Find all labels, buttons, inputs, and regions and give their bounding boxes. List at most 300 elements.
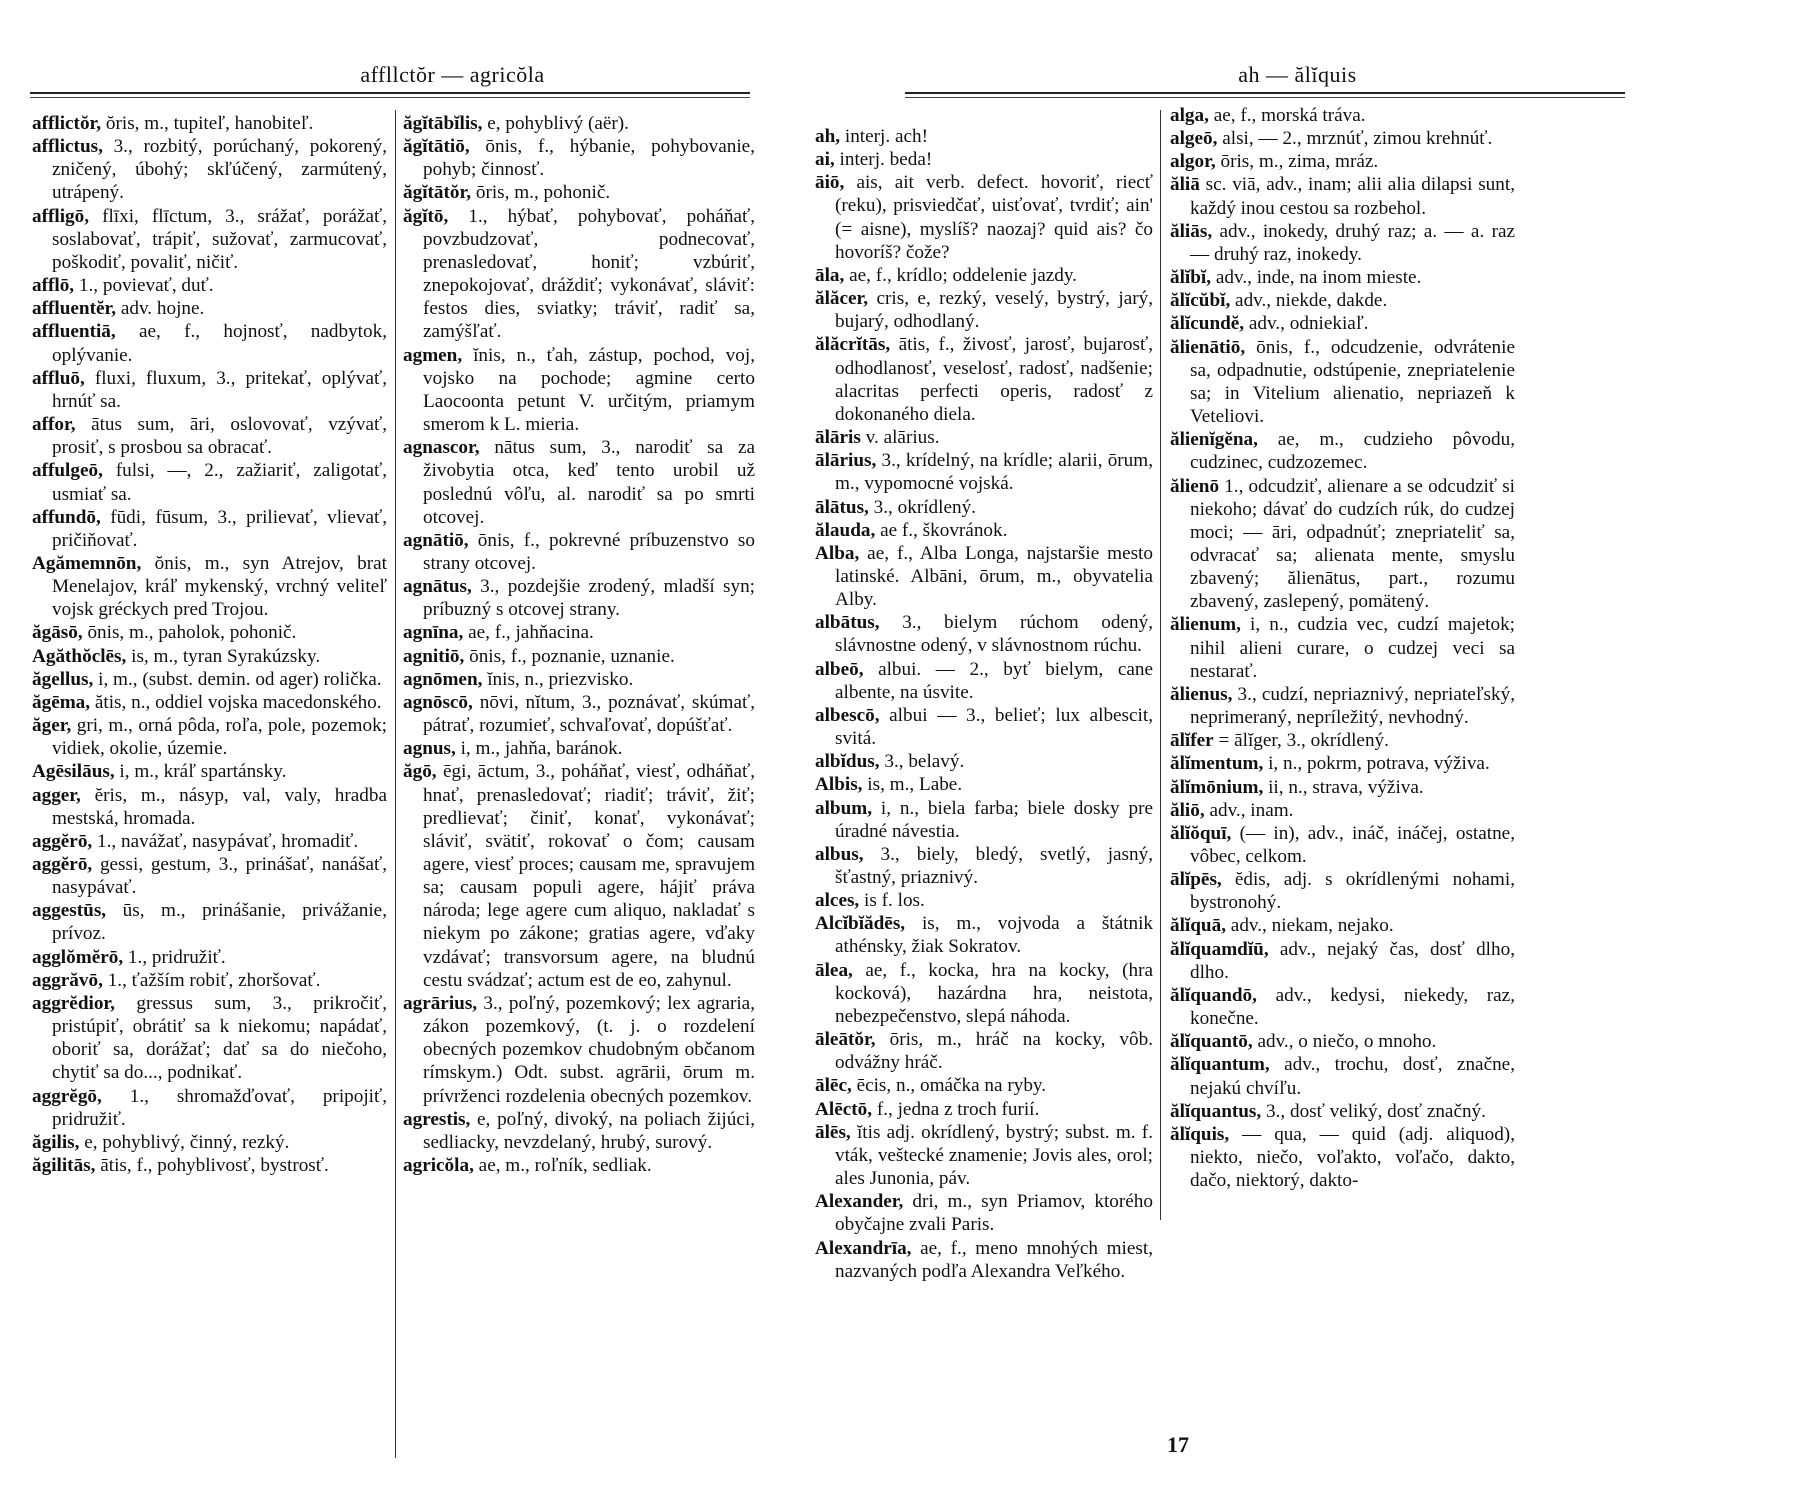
entry-headword: āiō,	[815, 172, 845, 194]
dictionary-entry	[32, 645, 387, 668]
entry-definition: ōnis, m., paholok, pohonič.	[82, 622, 297, 644]
entry-definition: interj. beda!	[834, 149, 933, 171]
entry-definition: ae, m., roľník, sedliak.	[473, 1155, 652, 1177]
entry-headword: affligō,	[32, 205, 90, 227]
dictionary-entry	[815, 287, 1153, 333]
left-page-column-1	[32, 112, 387, 1177]
dictionary-entry	[32, 320, 387, 366]
dictionary-entry	[815, 959, 1153, 1028]
entry-headword: Alba,	[815, 542, 860, 564]
entry-headword: agrārius,	[403, 992, 478, 1014]
dictionary-entry	[32, 459, 387, 505]
dictionary-entry	[32, 112, 387, 135]
dictionary-entry	[403, 436, 755, 529]
entry-definition: adv., inde, na inom mieste.	[1211, 267, 1422, 289]
entry-definition: 3., belavý.	[879, 751, 965, 773]
entry-definition: is f. los.	[859, 890, 925, 912]
dictionary-entry	[403, 992, 755, 1108]
entry-definition: ĭtis adj. okrídlený, bystrý; subst. m. f. vták, veštecké znamenie; Jovis ales, orol; ales Junonia, páv.	[835, 1121, 1153, 1190]
dictionary-entry	[32, 135, 387, 204]
entry-definition: ōris, m., pohonič.	[471, 182, 611, 204]
entry-definition: fūdi, fūsum, 3., prilievať, vlievať, pričiňovať.	[52, 506, 387, 551]
dictionary-entry	[815, 1074, 1153, 1097]
entry-definition: flīxi, flīctum, 3., srážať, porážať, soslabovať, trápiť, sužovať, zarmucovať, poškodiť, povaliť, ničiť.	[52, 205, 387, 273]
dictionary-entry	[32, 367, 387, 413]
left-page-column-2	[403, 112, 755, 1177]
entry-headword: affor,	[32, 414, 76, 436]
dictionary-entry	[32, 506, 387, 552]
dictionary-entry	[403, 737, 755, 760]
entry-headword: afflictŏr,	[32, 113, 102, 134]
entry-definition: alsi, — 2., mrznúť, zimou krehnúť.	[1217, 128, 1493, 150]
entry-headword: ālāris	[815, 427, 861, 449]
entry-definition: ae, f., kocka, hra na kocky, (hra kocková), hazárdna hra, neistota, nebezpečenstvo, slepá náhoda.	[835, 959, 1153, 1027]
entry-definition: ātus sum, āri, oslovovať, vzývať, prosiť, s prosbou sa obracať.	[52, 414, 387, 459]
entry-definition: 1., odcudziť, alienare a se odcudziť si niekoho; dávať do cudzích rúk, do cudzej moci; — āri, odpadnúť; znepriateliť sa, odvracať sa; alienata mente, smyslu zbavený; ălienātus, part., rozumu zbavený, zaslepený, pomätený.	[1190, 475, 1515, 613]
entry-headword: ālātus,	[815, 496, 869, 518]
entry-headword: agger,	[32, 784, 81, 806]
entry-headword: afflō,	[32, 275, 75, 297]
entry-headword: ăgilitās,	[32, 1155, 96, 1177]
entry-definition: v. alārius.	[860, 427, 940, 449]
entry-headword: Alcĭbĭădēs,	[815, 913, 906, 935]
entry-definition: is, m., tyran Syrakúzsky.	[126, 645, 321, 667]
dictionary-entry	[1170, 266, 1515, 289]
entry-headword: ăgĭtō,	[403, 205, 449, 227]
entry-definition: gessi, gestum, 3., prinášať, nanášať, nasypávať.	[52, 854, 387, 899]
entry-headword: ălĭquandō,	[1170, 984, 1257, 1006]
dictionary-entry	[32, 621, 387, 644]
dictionary-entry	[32, 205, 387, 274]
entry-definition: adv., niekde, dakde.	[1230, 290, 1388, 312]
entry-headword: affluentĕr,	[32, 298, 117, 320]
entry-definition: dri, m., syn Priamov, ktorého obyčajne zvali Paris.	[835, 1191, 1153, 1236]
dictionary-entry	[815, 426, 1153, 449]
dictionary-entry	[32, 784, 387, 830]
entry-definition: 1., pridružiť.	[123, 946, 226, 968]
dictionary-entry	[815, 704, 1153, 750]
entry-headword: Agēsilāus,	[32, 761, 115, 783]
entry-definition: nātus sum, 3., narodiť sa za živobytia otca, keď tento urobil už poslednú vôľu, al. narodiť sa po smrti otcovej.	[423, 437, 755, 528]
entry-definition: i, n., pokrm, potrava, výživa.	[1263, 753, 1490, 775]
entry-definition: i, n., cudzia vec, cudzí majetok; nihil alieni curare, o cudzej veci sa nestarať.	[1190, 614, 1515, 682]
dictionary-entry	[403, 621, 755, 644]
dictionary-entry	[32, 1085, 387, 1131]
entry-headword: aggrăvō,	[32, 969, 103, 991]
entry-headword: aggĕrō,	[32, 830, 93, 852]
dictionary-entry	[403, 691, 755, 737]
entry-headword: ăgĭtābĭlis,	[403, 113, 483, 134]
entry-definition: 1., hýbať, pohybovať, poháňať, povzbudzovať, podnecovať, prenasledovať, honiť; vzbúriť, znepokojovať, dráždiť; vykonávať, sláviť: festos dies, sviatky; tráviť, radiť sa, zamýšľať.	[423, 205, 755, 343]
entry-headword: alga,	[1170, 105, 1209, 126]
entry-headword: ălăcrĭtās,	[815, 334, 891, 356]
dictionary-entry	[32, 830, 387, 853]
entry-headword: ălĭquantum,	[1170, 1054, 1270, 1076]
entry-headword: agnīna,	[403, 622, 464, 644]
entry-headword: agnōscō,	[403, 691, 473, 713]
entry-headword: ăliā	[1170, 174, 1200, 196]
dictionary-entry	[1170, 752, 1515, 775]
dictionary-entry	[815, 912, 1153, 958]
entry-headword: ălauda,	[815, 519, 876, 541]
entry-headword: agnōmen,	[403, 668, 483, 690]
entry-headword: affulgeō,	[32, 460, 103, 482]
entry-definition: 3., cudzí, nepriaznivý, nepriateľský, neprimeraný, nepríležitý, nevhodný.	[1190, 683, 1515, 729]
running-head-left: affllctŏr — agricŏla	[360, 62, 545, 87]
entry-definition: 3., poľný, pozemkový; lex agraria, zákon pozemkový, (t. j. o rozdelení obecných pozemkov chudobným občanom rímskym.) Odt. subst. agrārii, ōrum m. prívrženci rozdelenia obecných pozemkov.	[423, 992, 755, 1107]
dictionary-entry	[815, 449, 1153, 495]
entry-headword: ălĭbĭ,	[1170, 267, 1212, 289]
dictionary-entry	[815, 264, 1153, 287]
header-rule-left	[30, 92, 750, 98]
dictionary-entry	[1170, 868, 1515, 914]
entry-headword: aggĕrō,	[32, 854, 93, 875]
dictionary-entry	[1170, 289, 1515, 312]
dictionary-entry	[815, 843, 1153, 889]
entry-definition: = ālĭger, 3., okrídlený.	[1213, 730, 1389, 752]
dictionary-entry	[1170, 336, 1515, 429]
entry-headword: ālārius,	[815, 450, 877, 472]
dictionary-entry	[403, 529, 755, 575]
entry-definition: ēcis, n., omáčka na ryby.	[851, 1075, 1047, 1097]
entry-definition: — qua, — quid (adj. aliquod), niekto, niečo, voľakto, voľačo, dakto, dačo, niektorý, dakto-	[1190, 1123, 1515, 1192]
entry-definition: e, pohyblivý (aër).	[482, 113, 629, 134]
right-page-column-2	[1170, 104, 1515, 1192]
dictionary-entry	[1170, 1123, 1515, 1192]
entry-definition: ōnis, f., hýbanie, pohybovanie, pohyb; činnosť.	[423, 136, 755, 181]
entry-definition: e, poľný, divoký, na poliach žijúci, sedliacky, nevzdelaný, hrubý, surový.	[423, 1108, 755, 1153]
dictionary-entry	[32, 760, 387, 783]
entry-definition: e, pohyblivý, činný, rezký.	[79, 1131, 290, 1153]
dictionary-entry	[1170, 729, 1515, 752]
dictionary-entry	[1170, 776, 1515, 799]
dictionary-entry	[32, 946, 387, 969]
dictionary-entry	[1170, 799, 1515, 822]
entry-headword: ălienus,	[1170, 683, 1233, 705]
dictionary-entry	[1170, 1053, 1515, 1099]
dictionary-entry	[815, 496, 1153, 519]
dictionary-entry	[1170, 914, 1515, 937]
entry-headword: agnātus,	[403, 576, 472, 598]
entry-headword: Agăthŏclēs,	[32, 645, 127, 667]
dictionary-entry	[1170, 822, 1515, 868]
entry-definition: i, m., (subst. demin. od ager) rolička.	[93, 668, 382, 690]
entry-definition: cris, e, rezký, veselý, bystrý, jarý, bujarý, odhodlaný.	[835, 288, 1153, 333]
entry-headword: ălĭquantus,	[1170, 1100, 1262, 1122]
entry-definition: ĭnis, n., priezvisko.	[482, 668, 634, 690]
entry-headword: ălĭŏquī,	[1170, 822, 1232, 844]
entry-headword: afflictus,	[32, 136, 103, 158]
entry-definition: 1., ťažším robiť, zhoršovať.	[102, 969, 321, 991]
dictionary-entry	[815, 797, 1153, 843]
entry-headword: ālēs,	[815, 1121, 851, 1143]
entry-headword: affundō,	[32, 506, 101, 528]
dictionary-entry	[815, 1237, 1153, 1283]
dictionary-entry	[815, 658, 1153, 704]
entry-headword: ālĭpēs,	[1170, 869, 1222, 891]
entry-definition: ātis, f., pohyblivosť, bystrosť.	[95, 1155, 329, 1177]
entry-definition: adv., o niečo, o mnoho.	[1252, 1031, 1437, 1053]
entry-definition: ae, f., Alba Longa, najstaršie mesto latinské. Albāni, ōrum, m., obyvatelia Alby.	[835, 542, 1153, 611]
entry-definition: ōnis, f., odcudzenie, odvrátenie sa, odpadnutie, odstúpenie, znepriatelenie sa; in Vitelium alienatio, nepriazeň k Veteliovi.	[1190, 336, 1515, 428]
entry-definition: ēgi, āctum, 3., poháňať, viesť, odháňať, hnať, prenasledovať; riadiť; tráviť, žiť; predlievať; činiť, konať, vykonávať; sláviť, svätiť, rokovať o čom; causam agere, viesť proces; causam me, spravujem sa; causam populi agere, hájiť práva národa; lege agere cum aliquo, nakladať s niekym po zákone; gratias agere, vďaky vzdávať; transvorsum agere, na bludnú cestu svádzať; actum est de eo, zahynul.	[423, 761, 755, 991]
dictionary-entry	[403, 668, 755, 691]
entry-definition: ais, ait verb. defect. hovoriť, riecť (reku), prisviedčať, uisťovať, tvrdiť; ain' (= aisne), myslíš? naozaj? quid ais? čo hovoríš? čože?	[835, 172, 1153, 263]
entry-headword: ălĭcŭbĭ,	[1170, 290, 1231, 312]
dictionary-entry	[403, 645, 755, 668]
entry-headword: agglŏmĕrō,	[32, 946, 124, 968]
right-page-column-1	[815, 125, 1153, 1283]
entry-headword: agricŏla,	[403, 1155, 474, 1177]
entry-headword: ăgēma,	[32, 691, 91, 713]
entry-definition: 1., povievať, duť.	[74, 275, 214, 297]
entry-definition: albui. — 2., byť bielym, cane albente, na úsvite.	[835, 658, 1153, 703]
entry-definition: adv., inam.	[1204, 799, 1294, 821]
entry-definition: ae f., škovránok.	[875, 519, 1008, 541]
dictionary-entry	[815, 1121, 1153, 1190]
dictionary-entry	[32, 969, 387, 992]
dictionary-entry	[1170, 428, 1515, 474]
entry-headword: ăgĭtātŏr,	[403, 182, 472, 204]
entry-headword: Albis,	[815, 774, 863, 796]
column-divider-left	[395, 110, 396, 1458]
entry-definition: 3., rozbitý, porúchaný, pokorený, zničený, úbohý; skľúčený, zarmútený, utrápený.	[52, 136, 387, 204]
entry-headword: albātus,	[815, 612, 880, 634]
entry-definition: adv., inokedy, druhý raz; a. — a. raz — druhý raz, inokedy.	[1190, 220, 1515, 265]
dictionary-entry	[32, 691, 387, 714]
entry-definition: ae, f., meno mnohých miest, nazvaných podľa Alexandra Veľkého.	[835, 1237, 1153, 1282]
entry-definition: nōvi, nĭtum, 3., poznávať, skúmať, pátrať, rozumieť, schvaľovať, dopúšťať.	[423, 691, 755, 737]
entry-definition: ătis, n., oddiel vojska macedonského.	[90, 691, 382, 713]
entry-definition: adv. hojne.	[116, 298, 205, 320]
entry-headword: aggrĕgō,	[32, 1085, 102, 1107]
entry-definition: 1., navážať, nasypávať, hromadiť.	[92, 830, 359, 852]
entry-definition: 3., pozdejšie zrodený, mladší syn; príbuzný s otcovej strany.	[423, 576, 755, 621]
entry-headword: albescō,	[815, 704, 880, 726]
running-head-right: ah — ălĭquis	[1238, 62, 1357, 87]
entry-headword: ăgĭtātiō,	[403, 136, 470, 158]
entry-headword: ăgellus,	[32, 668, 94, 690]
entry-definition: interj. ach!	[840, 126, 928, 147]
entry-headword: ăliās,	[1170, 220, 1213, 242]
entry-headword: ălĭmōnium,	[1170, 776, 1264, 798]
entry-headword: algeō,	[1170, 128, 1218, 150]
entry-headword: ālēc,	[815, 1075, 852, 1097]
page-number: 17	[1167, 1432, 1189, 1457]
dictionary-entry	[1170, 127, 1515, 150]
dictionary-entry	[815, 611, 1153, 657]
entry-definition: adv., trochu, dosť, značne, nejakú chvíľu.	[1190, 1054, 1515, 1099]
entry-headword: ālĭfer	[1170, 730, 1214, 752]
entry-definition: ĭnis, n., ťah, zástup, pochod, voj, vojsko na pochode; agmine certo Laocoonta petunt V. určitým, priamym smerom k L. mieria.	[423, 344, 755, 436]
dictionary-entry	[815, 148, 1153, 171]
entry-headword: alces,	[815, 890, 860, 912]
entry-definition: ātis, f., živosť, jarosť, bujarosť, odhodlanosť, veselosť, radosť, nadšenie; alacritas perfecti operis, radosť z dokonaného diela.	[835, 334, 1153, 425]
entry-headword: ăgō,	[403, 761, 437, 783]
dictionary-entry	[815, 1190, 1153, 1236]
entry-definition: albui — 3., belieť; lux albescit, svitá.	[835, 704, 1153, 750]
entry-headword: album,	[815, 797, 873, 819]
dictionary-entry	[32, 899, 387, 945]
entry-definition: 3., okrídlený.	[868, 496, 976, 518]
dictionary-entry	[1170, 1030, 1515, 1053]
entry-headword: ălĭcundĕ,	[1170, 313, 1245, 335]
entry-definition: (— in), adv., ináč, ináčej, ostatne, vôbec, celkom.	[1190, 822, 1515, 867]
dictionary-entry	[815, 125, 1153, 148]
entry-headword: agnus,	[403, 738, 456, 760]
entry-definition: is, m., vojvoda a štátnik athénsky, žiak Sokratov.	[835, 913, 1153, 958]
dictionary-entry	[403, 760, 755, 992]
dictionary-entry	[1170, 938, 1515, 984]
dictionary-entry	[403, 575, 755, 621]
dictionary-entry	[815, 773, 1153, 796]
entry-definition: ae, m., cudzieho pôvodu, cudzinec, cudzozemec.	[1190, 429, 1515, 474]
entry-headword: albeō,	[815, 658, 864, 680]
entry-headword: aggestūs,	[32, 900, 107, 922]
dictionary-entry	[32, 714, 387, 760]
dictionary-entry	[815, 1028, 1153, 1074]
dictionary-entry	[1170, 150, 1515, 173]
entry-definition: fulsi, —, 2., zažiariť, zaligotať, usmiať sa.	[52, 460, 387, 505]
entry-headword: albus,	[815, 843, 864, 865]
entry-headword: agrestis,	[403, 1108, 471, 1130]
entry-definition: ōnis, f., pokrevné príbuzenstvo so strany otcovej.	[423, 529, 755, 574]
entry-definition: adv., nejaký čas, dosť dlho, dlho.	[1190, 938, 1515, 983]
dictionary-entry	[1170, 173, 1515, 219]
entry-definition: i, m., kráľ spartánsky.	[114, 761, 287, 783]
header-rule-right	[905, 92, 1625, 98]
entry-headword: ălienum,	[1170, 614, 1241, 636]
entry-definition: i, n., biela farba; biele dosky pre úradné návestia.	[835, 797, 1153, 842]
entry-definition: 3., krídelný, na krídle; alarii, ōrum, m., vypomocné vojská.	[835, 450, 1153, 495]
dictionary-entry	[815, 1098, 1153, 1121]
entry-definition: adv., odniekiaľ.	[1244, 313, 1369, 335]
entry-headword: ălĭquā,	[1170, 915, 1226, 937]
entry-headword: ălĭquis,	[1170, 1123, 1230, 1145]
entry-definition: ae, f., hojnosť, nadbytok, oplývanie.	[52, 321, 387, 366]
dictionary-entry	[403, 1108, 755, 1154]
entry-headword: Agămemnōn,	[32, 552, 142, 574]
dictionary-entry	[815, 750, 1153, 773]
dictionary-entry	[815, 542, 1153, 611]
entry-headword: aggrĕdior,	[32, 992, 115, 1014]
column-divider-right	[1160, 110, 1161, 1220]
dictionary-entry	[1170, 475, 1515, 614]
entry-definition: fluxi, fluxum, 3., pritekať, oplývať, hrnúť sa.	[52, 367, 387, 412]
dictionary-entry	[32, 668, 387, 691]
dictionary-entry	[32, 853, 387, 899]
entry-definition: ii, n., strava, výživa.	[1263, 776, 1424, 798]
entry-headword: affluō,	[32, 367, 85, 389]
entry-definition: 1., shromažďovať, pripojiť, pridružiť.	[52, 1085, 387, 1130]
entry-headword: ălĭmentum,	[1170, 753, 1264, 775]
entry-definition: adv., niekam, nejako.	[1226, 915, 1394, 937]
dictionary-entry	[815, 171, 1153, 264]
dictionary-entry	[32, 413, 387, 459]
entry-headword: albĭdus,	[815, 751, 880, 773]
dictionary-entry	[403, 1154, 755, 1177]
dictionary-entry	[32, 552, 387, 621]
entry-definition: gri, m., orná pôda, roľa, pole, pozemok; vidiek, okolie, územie.	[52, 715, 387, 760]
entry-headword: ăger,	[32, 715, 72, 737]
entry-headword: ai,	[815, 149, 835, 171]
dictionary-entry	[403, 205, 755, 344]
entry-headword: ălienō	[1170, 475, 1220, 497]
entry-headword: ălĭquantō,	[1170, 1031, 1253, 1053]
dictionary-entry	[815, 519, 1153, 542]
entry-headword: āleātŏr,	[815, 1029, 876, 1051]
entry-definition: ĕris, m., násyp, val, valy, hradba mestská, hromada.	[52, 784, 387, 829]
entry-definition: ŏris, m., tupiteľ, hanobiteľ.	[101, 113, 314, 134]
entry-definition: is, m., Labe.	[862, 774, 963, 796]
entry-definition: ĕdis, adj. s okrídlenými nohami, bystronohý.	[1190, 869, 1515, 914]
entry-headword: algor,	[1170, 151, 1216, 173]
entry-headword: ălienĭgĕna,	[1170, 429, 1258, 451]
dictionary-entry	[32, 1154, 387, 1177]
entry-definition: f., jedna z troch furií.	[872, 1098, 1040, 1120]
dictionary-entry	[32, 1131, 387, 1154]
entry-headword: Alexander,	[815, 1191, 904, 1213]
entry-headword: āla,	[815, 264, 845, 286]
entry-headword: affluentiā,	[32, 321, 116, 343]
entry-headword: ăgilis,	[32, 1131, 80, 1153]
dictionary-entry	[1170, 613, 1515, 682]
entry-headword: ălĭquamdĭū,	[1170, 938, 1269, 960]
entry-headword: ălăcer,	[815, 288, 869, 310]
dictionary-entry	[1170, 683, 1515, 729]
entry-headword: Alēctō,	[815, 1098, 873, 1120]
entry-definition: 3., bielym rúchom odený, slávnostne odený, v slávnostnom rúchu.	[835, 612, 1153, 657]
entry-definition: ae, f., krídlo; oddelenie jazdy.	[844, 264, 1077, 286]
entry-definition: ae, f., jahňacina.	[463, 622, 594, 644]
entry-definition: adv., kedysi, niekedy, raz, konečne.	[1190, 984, 1515, 1030]
entry-headword: agnātiō,	[403, 529, 469, 551]
dictionary-entry	[403, 135, 755, 181]
entry-headword: Alexandrīa,	[815, 1237, 912, 1259]
entry-definition: 3., biely, bledý, svetlý, jasný, šťastný, priaznivý.	[835, 843, 1153, 888]
entry-headword: ăgāsō,	[32, 622, 83, 644]
entry-definition: ōnis, f., poznanie, uznanie.	[464, 645, 675, 667]
dictionary-entry	[403, 112, 755, 135]
entry-definition: 3., dosť veliký, dosť značný.	[1261, 1100, 1486, 1122]
dictionary-entry	[32, 992, 387, 1085]
dictionary-entry	[403, 344, 755, 437]
entry-headword: agmen,	[403, 344, 463, 366]
entry-definition: ŏnis, m., syn Atrejov, brat Menelajov, kráľ mykenský, vrchný veliteľ vojsk gréckych pred Trojou.	[52, 552, 387, 621]
dictionary-entry	[815, 333, 1153, 426]
entry-definition: ōris, m., hráč na kocky, vôb. odvážny hráč.	[835, 1029, 1153, 1074]
entry-headword: ălienātiō,	[1170, 336, 1246, 358]
entry-definition: sc. viā, adv., inam; alii alia dilapsi sunt, každý inou cestou sa rozbehol.	[1190, 174, 1515, 219]
dictionary-entry	[403, 181, 755, 204]
dictionary-entry	[32, 274, 387, 297]
dictionary-entry	[1170, 984, 1515, 1030]
entry-definition: ūs, m., prinášanie, privážanie, prívoz.	[52, 900, 387, 945]
dictionary-entry	[1170, 1100, 1515, 1123]
right-page	[815, 0, 1810, 1500]
entry-headword: ăliō,	[1170, 799, 1205, 821]
entry-headword: ah,	[815, 126, 841, 147]
entry-headword: agnitiō,	[403, 645, 465, 667]
entry-definition: ōris, m., zima, mráz.	[1215, 151, 1379, 173]
dictionary-entry	[815, 889, 1153, 912]
dictionary-entry	[1170, 312, 1515, 335]
entry-definition: ae, f., morská tráva.	[1208, 105, 1366, 126]
entry-definition: i, m., jahňa, baránok.	[455, 738, 623, 760]
dictionary-entry	[1170, 104, 1515, 127]
entry-definition: gressus sum, 3., prikročiť, pristúpiť, obrátiť sa k niekomu; napádať, oboriť sa, dorážať; dať sa do niečoho, chytiť sa do..., podnikať.	[52, 992, 387, 1084]
dictionary-entry	[1170, 220, 1515, 266]
